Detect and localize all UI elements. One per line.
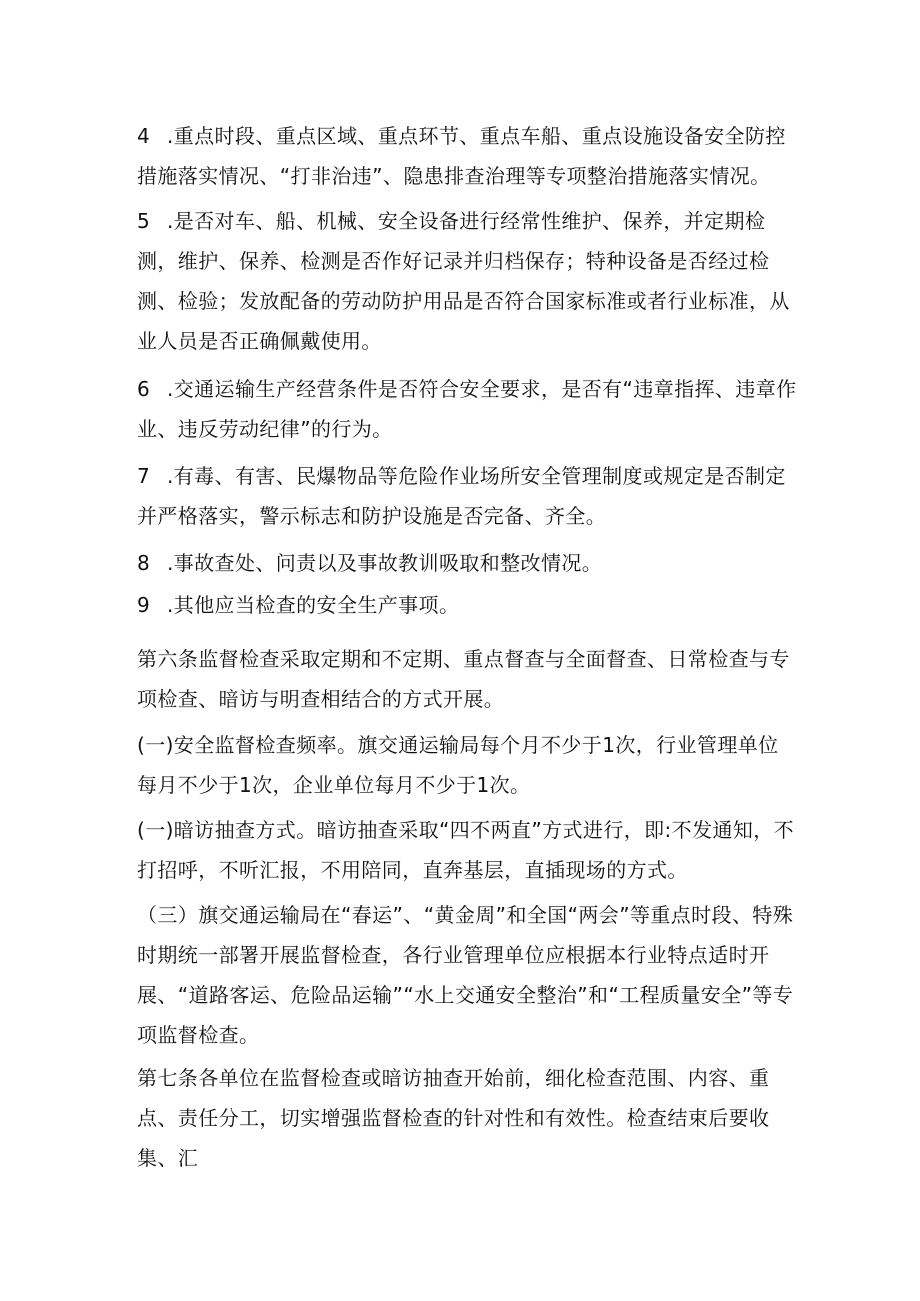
item-number: 6 bbox=[137, 377, 151, 401]
article-6: 第六条监督检查采取定期和不定期、重点督查与全面督查、日常检查与专项检查、暗访与明查相结合的方式开展。 bbox=[137, 647, 790, 711]
subsection-1: (一)安全监督检查频率。旗交通运输局每个月不少于1次，行业管理单位每月不少于1次，企业单位每月不少于1次。 bbox=[137, 733, 779, 797]
article-7: 第七条各单位在监督检查或暗访抽查开始前，细化检查范围、内容、重点、责任分工，切实增强监督检查的针对性和有效性。检查结束后要收集、汇 bbox=[137, 1066, 770, 1170]
item-4 bbox=[137, 116, 797, 196]
item-text: .交通运输生产经营条件是否符合安全要求，是否有“违章指挥、违章作业、违反劳动纪律”的行为。 bbox=[137, 377, 797, 441]
item-number: 4 bbox=[137, 124, 151, 148]
item-number: 7 bbox=[137, 464, 151, 488]
item-7 bbox=[137, 456, 797, 536]
item-9 bbox=[137, 585, 797, 625]
item-number: 9 bbox=[137, 593, 151, 617]
item-text: .重点时段、重点区域、重点环节、重点车船、重点设施设备安全防控措施落实情况、“打非治违”、隐患排查治理等专项整治措施落实情况。 bbox=[137, 124, 786, 188]
item-text: .其他应当检查的安全生产事项。 bbox=[167, 593, 460, 617]
subsection-3: （三）旗交通运输局在“春运”、“黄金周”和全国“两会”等重点时段、特殊时期统一部署开展监督检查，各行业管理单位应根据本行业特点适时开展、“道路客运、危险品运输”“水上交通安全整治”和“工程质量安全”等专项监督检查。 bbox=[137, 903, 794, 1047]
item-number: 5 bbox=[137, 209, 151, 233]
item-6 bbox=[137, 369, 797, 449]
item-8 bbox=[137, 543, 797, 583]
item-text: .有毒、有害、民爆物品等危险作业场所安全管理制度或规定是否制定并严格落实，警示标志和防护设施是否完备、齐全。 bbox=[137, 464, 786, 528]
item-text: .事故查处、问责以及事故教训吸取和整改情况。 bbox=[167, 551, 603, 575]
item-text: .是否对车、船、机械、安全设备进行经常性维护、保养，并定期检测，维护、保养、检测是否作好记录并归档保存；特种设备是否经过检测、检验；发放配备的劳动防护用品是否符合国家标准或者行业标准，从业人员是否正确佩戴使用。 bbox=[137, 209, 790, 353]
item-5 bbox=[137, 201, 797, 361]
item-number: 8 bbox=[137, 551, 151, 575]
subsection-2: (一)暗访抽查方式。暗访抽查采取“四不两直”方式进行，即:不发通知，不打招呼，不听汇报，不用陪同，直奔基层，直插现场的方式。 bbox=[137, 818, 795, 882]
